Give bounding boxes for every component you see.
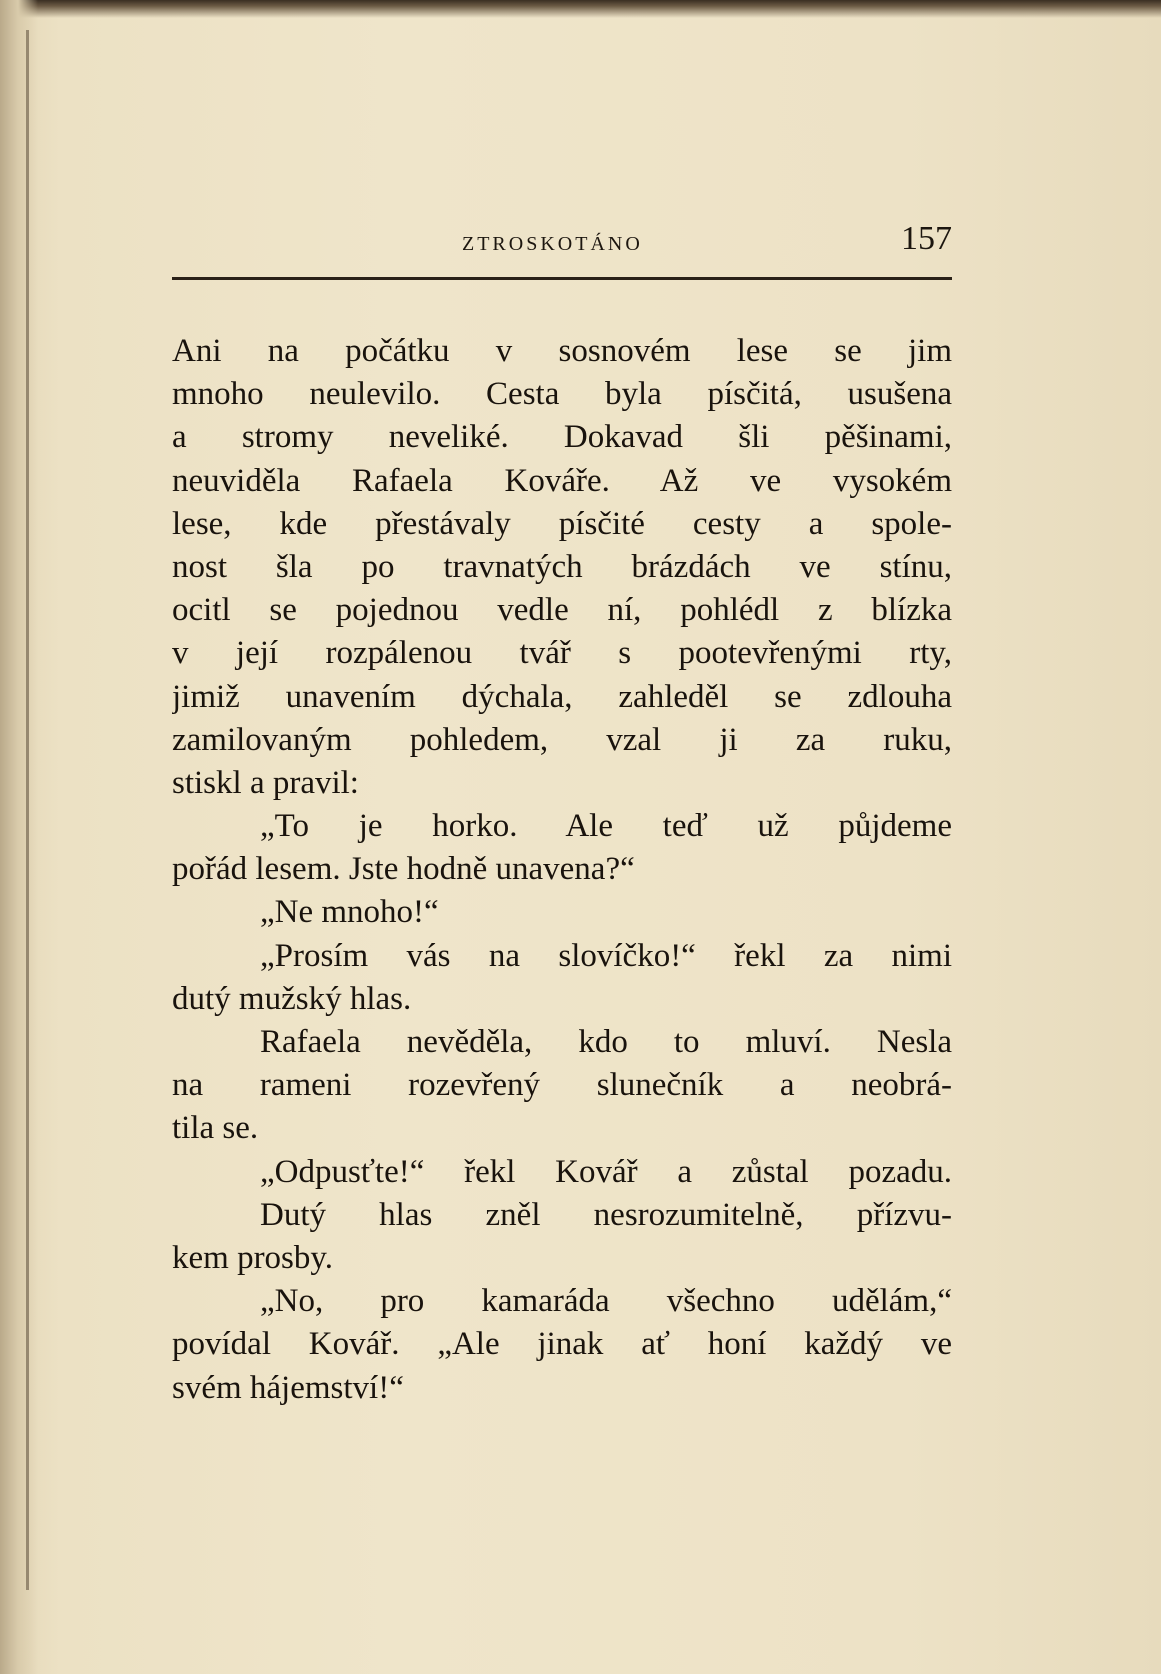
- text-line: v její rozpálenou tvář s pootevřenými rty,: [172, 635, 952, 672]
- text-line: „Prosím vás na slovíčko!“ řekl za nimi: [260, 937, 952, 974]
- text-line: Rafaela nevěděla, kdo to mluví. Nesla: [260, 1024, 952, 1060]
- text-line: tila se.: [172, 1110, 259, 1147]
- text-line: svém hájemství!“: [172, 1369, 404, 1406]
- text-line: povídal Kovář. „Ale jinak ať honí každý ve: [172, 1326, 952, 1363]
- page-spine-edge: [0, 0, 38, 1674]
- text-line: kem prosby.: [172, 1239, 334, 1276]
- text-line: nost šla po travnatých brázdách ve stínu,: [172, 548, 952, 585]
- text-line: a stromy neveliké. Dokavad šli pěšinami,: [172, 419, 952, 456]
- text-line: jimiž unavením dýchala, zahleděl se zdlouha: [172, 678, 952, 715]
- page-top-shadow: [0, 0, 1161, 18]
- text-line: na rameni rozevřený slunečník a neobrá-: [172, 1067, 952, 1104]
- text-line: Dutý hlas zněl nesrozumitelně, přízvu-: [260, 1196, 952, 1233]
- text-line: neuviděla Rafaela Kováře. Až ve vysokém: [172, 462, 952, 499]
- text-line: „Ne mnoho!“: [260, 894, 439, 931]
- text-line: stiskl a pravil:: [172, 764, 359, 801]
- text-line: ocitl se pojednou vedle ní, pohlédl z blízka: [172, 592, 952, 629]
- text-line: zamilovaným pohledem, vzal ji za ruku,: [172, 721, 952, 758]
- spine-line: [26, 30, 29, 1590]
- header-rule: [172, 277, 952, 280]
- page-number: 157: [901, 220, 952, 257]
- text-line: mnoho neulevilo. Cesta byla písčitá, usušena: [172, 376, 952, 413]
- text-line: „Odpusťte!“ řekl Kovář a zůstal pozadu.: [260, 1153, 952, 1190]
- text-line: „No, pro kamaráda všechno udělám,“: [260, 1283, 952, 1320]
- body-text: [172, 330, 952, 1410]
- text-line: pořád lesem. Jste hodně unavena?“: [172, 851, 635, 888]
- text-line: lese, kde přestávaly písčité cesty a spole-: [172, 505, 952, 542]
- running-head: [172, 220, 952, 266]
- text-line: „To je horko. Ale teď už půjdeme: [260, 808, 952, 845]
- running-title: ZTROSKOTÁNO: [462, 233, 643, 255]
- text-line: dutý mužský hlas.: [172, 980, 412, 1017]
- text-line: Ani na počátku v sosnovém lese se jim: [172, 333, 952, 369]
